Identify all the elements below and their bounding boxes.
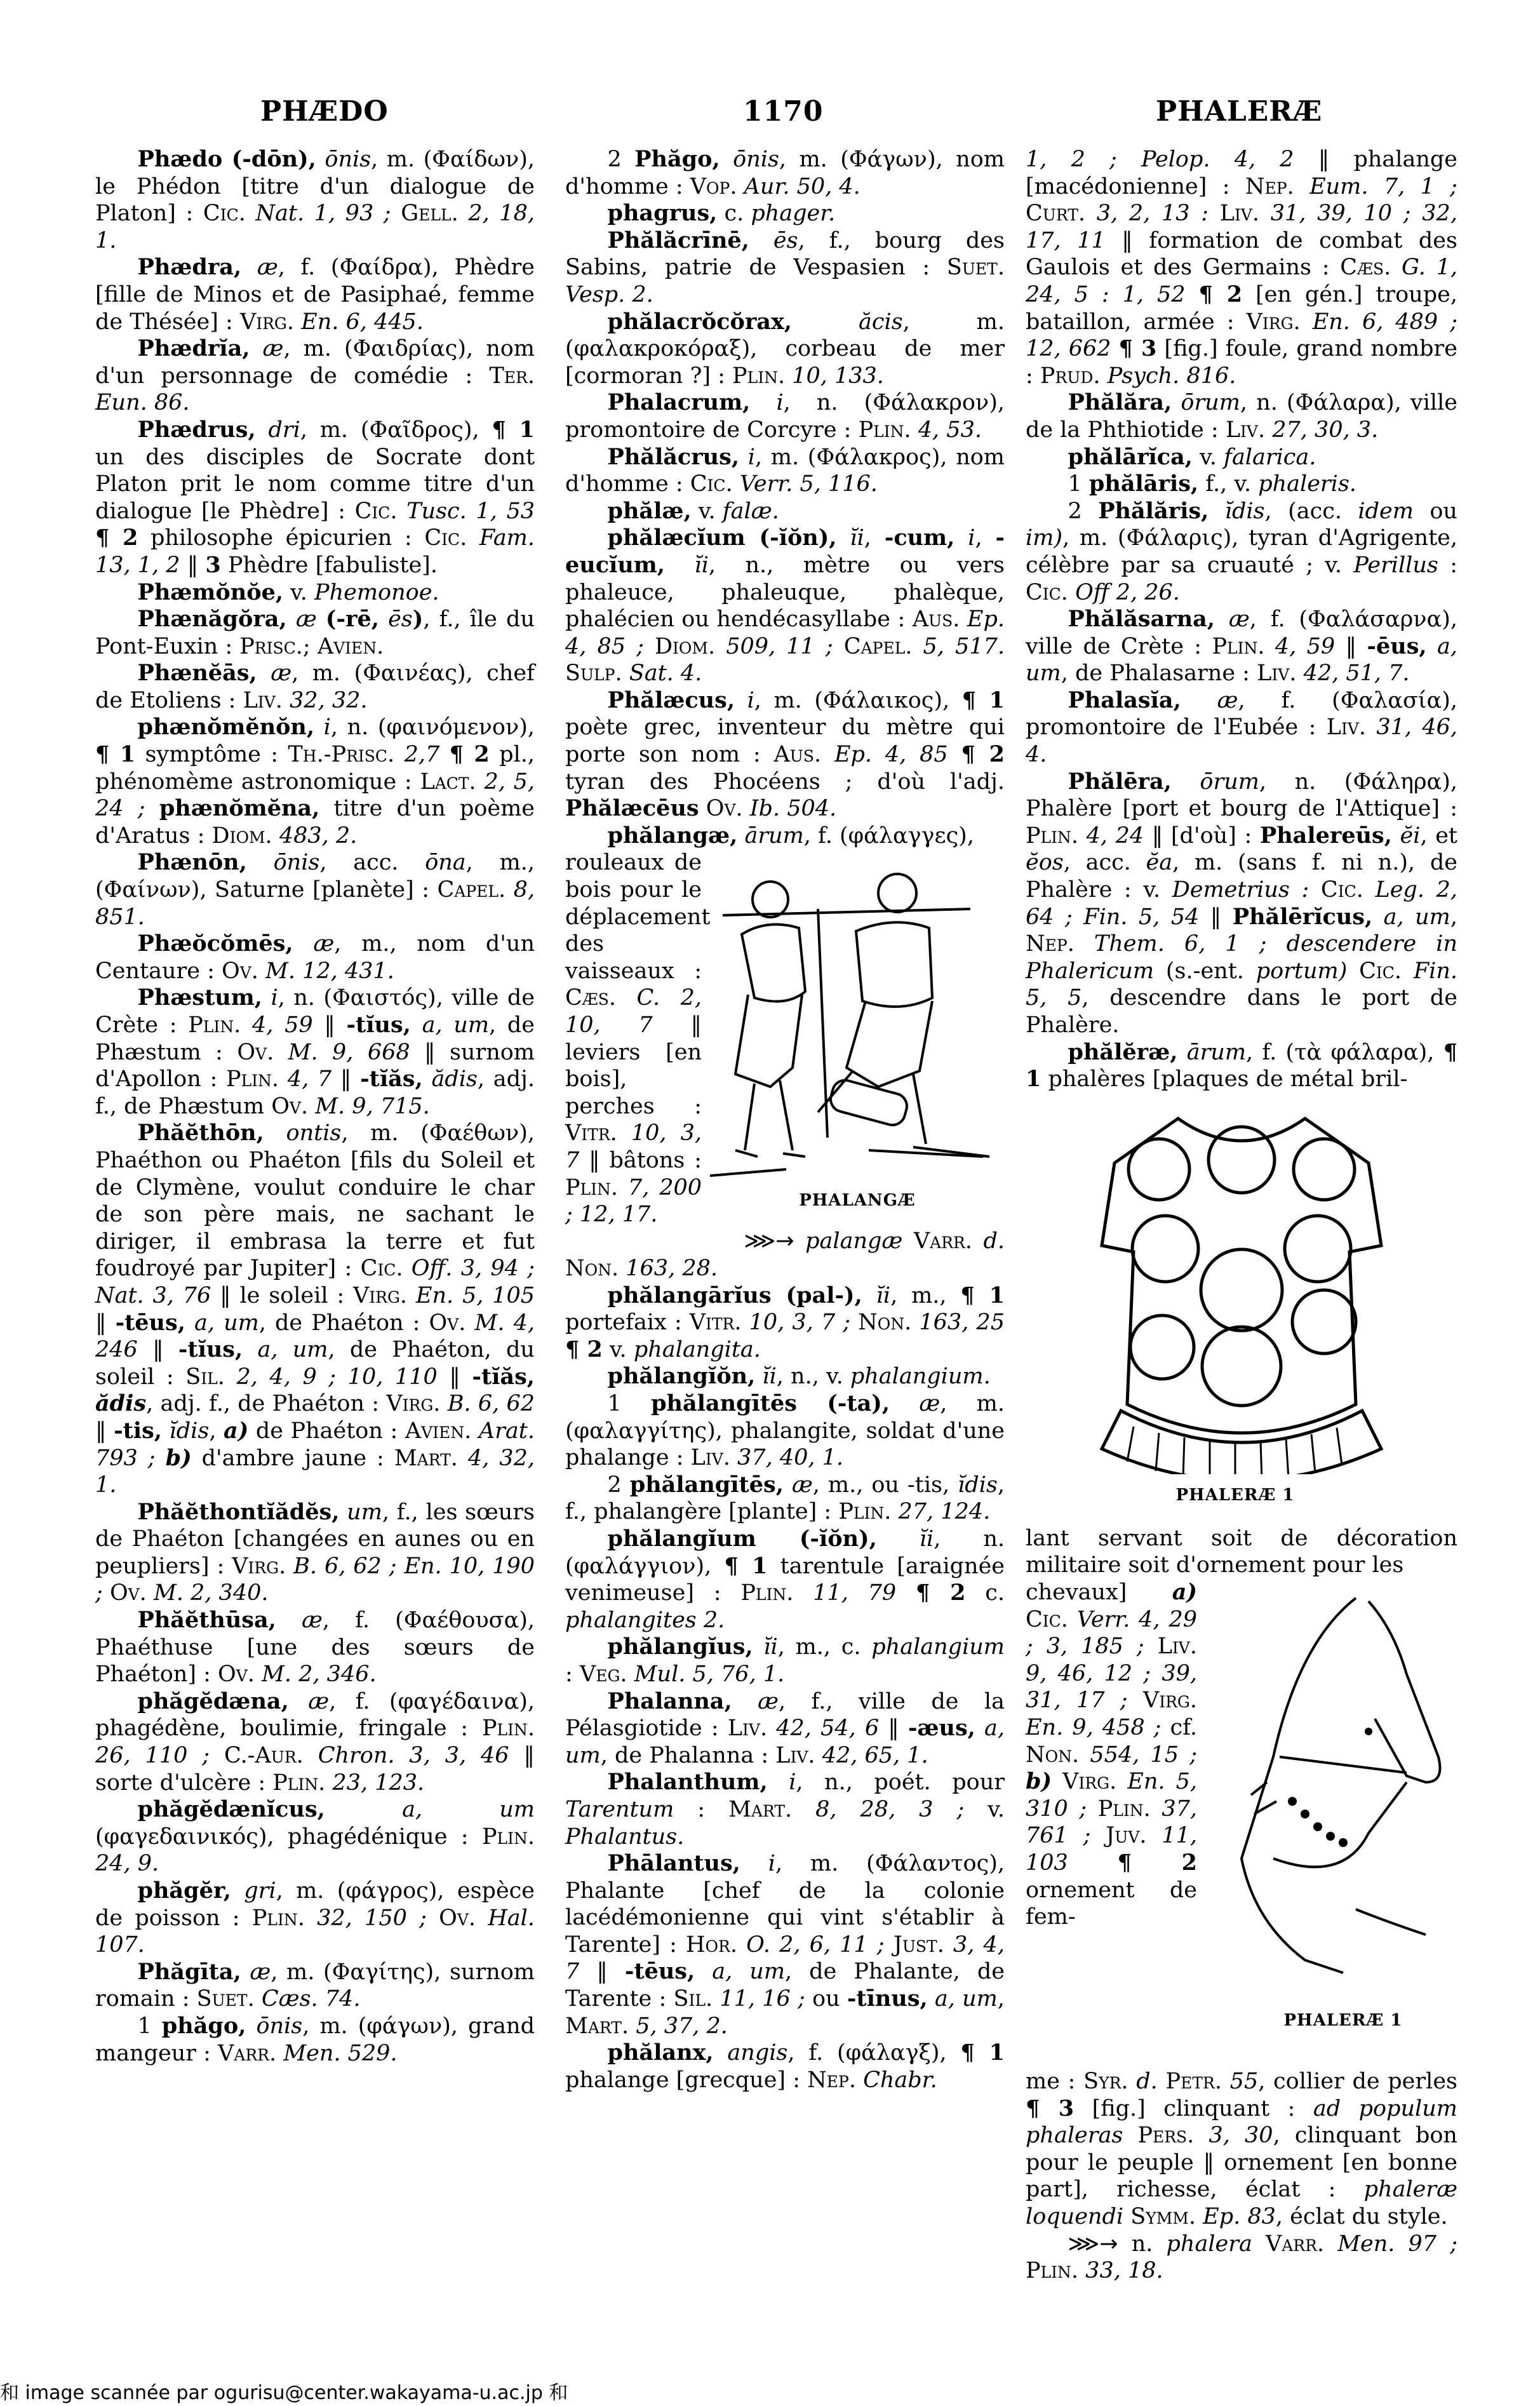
- dictionary-entry: Phædrus, dri, m. (Φαῖδρος), ¶ 1 un des disciples de Socrate dont Platon prit le nom comme titre d'un dialogue [le Phèdre] : Cic. Tusc. 1, 53 ¶ 2 philosophe épicurien : Cic. Fam. 13, 1, 2 ‖ 3 Phèdre [fabuliste].: [95, 416, 535, 578]
- dictionary-entry: phălangæ, ārum, f. (φάλαγγες),: [607, 822, 974, 849]
- dictionary-entry: 2 Phălăris, ĭdis, (acc. idem ou im), m. (Φάλαρις), tyran d'Agrigente, célèbre par sa cruauté ; v. Perillus : Cic. Off 2, 26.: [1026, 497, 1457, 605]
- dictionary-entry: Phænōn, ōnis, acc. ōna, m., (Φαίνων), Saturne [planète] : Capel. 8, 851.: [95, 849, 535, 930]
- dictionary-entry: Phædra, æ, f. (Φαίδρα), Phèdre [fille de Minos et de Pasiphaé, femme de Thésée] : Virg. En. 6, 445.: [95, 254, 535, 335]
- dictionary-entry: 2 Phăgo, ōnis, m. (Φάγων), nom d'homme : Vop. Aur. 50, 4.: [565, 146, 1005, 199]
- phalerae-horse-illustration: [1216, 1592, 1457, 1998]
- phalangae-illustration: [710, 858, 996, 1188]
- dictionary-entry: Phalasĭa, æ, f. (Φαλασία), promontoire de l'Eubée : Liv. 31, 46, 4.: [1026, 687, 1457, 768]
- dictionary-entry: Phălēra, ōrum, n. (Φάληρα), Phalère [port et bourg de l'Attique] : Plin. 4, 24 ‖ [d'où] : Phalereūs, ĕi, et ĕos, acc. ĕa, m. (sans f. ni n.), de Phalère : v. Demetrius : Cic. Leg. 2, 64 ; Fin. 5, 54 ‖ Phălērĭcus, a, um, Nep. Them. 6, 1 ; descendere in Phalericum (s.-ent. portum) Cic. Fin. 5, 5, descendre dans le port de Phalère.: [1026, 768, 1457, 1038]
- dictionary-entry: phăgĕdænĭcus, a, um (φαγεδαινικός), phagédénique : Plin. 24, 9.: [95, 1796, 535, 1877]
- dictionary-entry: phagrus, c. phager.: [607, 200, 836, 227]
- dictionary-entry: Phălăcrīnē, ēs, f., bourg des Sabins, patrie de Vespasien : Suet. Vesp. 2.: [565, 227, 1005, 307]
- dictionary-entry: Phædo (-dōn), ōnis, m. (Φαίδων), le Phédon [titre d'un dialogue de Platon] : Cic. Nat. 1, 93 ; Gell. 2, 18, 1.: [95, 146, 535, 253]
- page-number: 1170: [743, 95, 824, 128]
- dictionary-entry: ⋙→ n. phalera Varr. Men. 97 ; Plin. 33, 18.: [1026, 2231, 1457, 2284]
- phalerae-horse-caption: PHALERÆ 1: [1283, 2010, 1403, 2030]
- dictionary-entry: Phălăcrus, i, m. (Φάλακρος), nom d'homme : Cic. Verr. 5, 116.: [565, 443, 1005, 497]
- dictionary-entry: phăgĕdæna, æ, f. (φαγέδαινα), phagédène, boulimie, fringale : Plin. 26, 110 ; C.-Aur. Chron. 3, 3, 46 ‖ sorte d'ulcère : Plin. 23, 123.: [95, 1688, 535, 1796]
- dictionary-entry: phænŏmĕnŏn, i, n. (φαινόμενον), ¶ 1 symptôme : Th.-Prisc. 2,7 ¶ 2 pl., phénomème astronomique : Lact. 2, 5, 24 ; phænŏmĕna, titre d'un poème d'Aratus : Diom. 483, 2.: [95, 714, 535, 849]
- phalangae-block: [565, 849, 1005, 1228]
- scan-credit-footer: 和 image scannée par ogurisu@center.wakayama-u.ac.jp 和: [0, 2382, 568, 2404]
- dictionary-entry: phălārĭca, v. falarica.: [1068, 443, 1316, 470]
- dictionary-entry: Phalanna, æ, f., ville de la Pélasgiotide : Liv. 42, 54, 6 ‖ -æus, a, um, de Phalanna : Liv. 42, 65, 1.: [565, 1688, 1005, 1768]
- dictionary-entry: Phædrĭa, æ, m. (Φαιδρίας), nom d'un personnage de comédie : Ter. Eun. 86.: [95, 335, 535, 416]
- dictionary-entry: Phalanthum, i, n., poét. pour Tarentum : Mart. 8, 28, 3 ; v. Phalantus.: [565, 1769, 1005, 1850]
- right-guide-word: PHALERÆ: [1156, 95, 1323, 128]
- dictionary-entry: Phăgīta, æ, m. (Φαγίτης), surnom romain : Suet. Cæs. 74.: [95, 1958, 535, 2012]
- dictionary-entry: 1 phălangītēs (-ta), æ, m. (φαλαγγίτης), phalangite, soldat d'une phalange : Liv. 37, 40, 1.: [565, 1390, 1005, 1471]
- middle-entries-top: [565, 146, 1005, 849]
- phalangae-float-text: rouleaux de bois pour le déplacement des vaisseaux : Cæs. C. 2, 10, 7 ‖ leviers [en bois], perches : Vitr. 10, 3, 7 ‖ bâtons : Plin. 7, 200 ; 12, 17.: [565, 850, 711, 1228]
- left-entries: [95, 146, 535, 2067]
- right-entries-top: [1026, 146, 1457, 1093]
- dictionary-entry: phălacrŏcŏrax, ăcis, m. (φαλακροκόραξ), corbeau de mer [cormoran ?] : Plin. 10, 133.: [565, 308, 1005, 389]
- dictionary-entry: 1 phălāris, f., v. phaleris.: [1068, 471, 1356, 497]
- dictionary-entry: Phăĕthōn, ontis, m. (Φαέθων), Phaéthon ou Phaéton [fils du Soleil et de Clymène, voulut conduire le char de son père mais, ne sachant le diriger, il embrasa la terre et fut foudroyé par Jupiter] : Cic. Off. 3, 94 ; Nat. 3, 76 ‖ le soleil : Virg. En. 5, 105 ‖ -tēus, a, um, de Phaéton : Ov. M. 4, 246 ‖ -tĭus, a, um, de Phaéton, du soleil : Sil. 2, 4, 9 ; 10, 110 ‖ -tĭăs, ădis, adj. f., de Phaéton : Virg. B. 6, 62 ‖ -tis, ĭdis, a) de Phaéton : Avien. Arat. 793 ; b) d'ambre jaune : Mart. 4, 32, 1.: [95, 1120, 535, 1498]
- dictionary-entry: Phænăgŏra, æ (-rē, ēs), f., île du Pont-Euxin : Prisc.; Avien.: [95, 606, 535, 659]
- dictionary-entry: Phalacrum, i, n. (Φάλακρον), promontoire de Corcyre : Plin. 4, 53.: [565, 389, 1005, 443]
- dictionary-entry: phălangĭum (-ĭŏn), ĭi, n. (φαλάγγιον), ¶ 1 tarentule [araignée venimeuse] : Plin. 11, 79 ¶ 2 c. phalangites 2.: [565, 1525, 1005, 1633]
- left-guide-word: PHÆDO: [260, 95, 389, 128]
- dictionary-entry: phălĕræ, ārum, f. (τὰ φάλαρα), ¶ 1 phalères [plaques de métal bril-: [1026, 1038, 1457, 1092]
- dictionary-entry: Phæŏcŏmēs, æ, m., nom d'un Centaure : Ov. M. 12, 431.: [95, 931, 535, 984]
- dictionary-entry: 2 phălangītēs, æ, m., ou -tis, ĭdis, f., phalangère [plante] : Plin. 27, 124.: [565, 1471, 1005, 1525]
- dictionary-entry: phălangĭus, ĭi, m., c. phalangium : Veg. Mul. 5, 76, 1.: [565, 1634, 1005, 1687]
- dictionary-entry: phăgĕr, gri, m. (φάγρος), espèce de poisson : Plin. 32, 150 ; Ov. Hal. 107.: [95, 1878, 535, 1958]
- dictionary-entry: me : Syr. d. Petr. 55, collier de perles ¶ 3 [fig.] clinquant : ad populum phaleras Pers. 3, 30, clinquant bon pour le peuple ‖ ornement [en bonne part], richesse, éclat : phaleræ loquendi Symm. Ep. 83, éclat du style.: [1026, 2068, 1457, 2229]
- phalangae-caption: PHALANGÆ: [799, 1191, 916, 1211]
- phalerae-armor-caption: PHALERÆ 1: [1175, 1485, 1295, 1505]
- phalerae-armor-illustration: [1076, 1106, 1407, 1474]
- dictionary-entry: phălanx, angis, f. (φάλαγξ), ¶ 1 phalange [grecque] : Nep. Chabr.: [565, 2040, 1005, 2093]
- dictionary-entry: 1, 2 ; Pelop. 4, 2 ‖ phalange [macédonienne] : Nep. Eum. 7, 1 ; Curt. 3, 2, 13 : Liv. 31, 39, 10 ; 32, 17, 11 ‖ formation de combat des Gaulois et des Germains : Cæs. G. 1, 24, 5 : 1, 52 ¶ 2 [en gén.] troupe, bataillon, armée : Virg. En. 6, 489 ; 12, 662 ¶ 3 [fig.] foule, grand nombre : Prud. Psych. 816.: [1026, 147, 1457, 389]
- right-column: [1026, 146, 1457, 2285]
- middle-column: [565, 146, 1005, 2093]
- dictionary-entry: Phænĕās, æ, m. (Φαινέας), chef de Etoliens : Liv. 32, 32.: [95, 660, 535, 713]
- dictionary-entry: Phālantus, i, m. (Φάλαντος), Phalante [chef de la colonie lacédémonienne qui vint s'établir à Tarente] : Hor. O. 2, 6, 11 ; Just. 3, 4, 7 ‖ -tēus, a, um, de Phalante, de Tarente : Sil. 11, 16 ; ou -tīnus, a, um, Mart. 5, 37, 2.: [565, 1850, 1005, 2039]
- phalerae-horse-float-text: chevaux] a) Cic. Verr. 4, 29 ; 3, 185 ; Liv. 9, 46, 12 ; 39, 31, 17 ; Virg. En. 9, 458 ; cf. Non. 554, 15 ; b) Virg. En. 5, 310 ; Plin. 37, 761 ; Juv. 11, 103 ¶ 2 ornement de fem-: [1026, 1578, 1197, 1930]
- dictionary-entry: Phălæcus, i, m. (Φάλαικος), ¶ 1 poète grec, inventeur du mètre qui porte son nom : Aus. Ep. 4, 85 ¶ 2 tyran des Phocéens ; d'où l'adj. Phălæcēus Ov. Ib. 504.: [565, 687, 1005, 822]
- right-entries-bottom: [1026, 2068, 1457, 2285]
- left-column: [95, 146, 535, 2067]
- dictionary-entry: Phæmŏnŏe, v. Phemonoe.: [137, 579, 439, 605]
- phalerae-armor-figure: [1026, 1093, 1457, 1525]
- dictionary-entry: phălangārĭus (pal-), ĭi, m., ¶ 1 portefaix : Vitr. 10, 3, 7 ; Non. 163, 25 ¶ 2 v. phalangita.: [565, 1282, 1005, 1362]
- dictionary-entry: Phăĕthontĭădĕs, um, f., les sœurs de Phaéton [changées en aunes ou en peupliers] : Virg. B. 6, 62 ; En. 10, 190 ; Ov. M. 2, 340.: [95, 1498, 535, 1606]
- dictionary-entry: ⋙→ palangæ Varr. d. Non. 163, 28.: [565, 1228, 1005, 1282]
- middle-entries-bottom: [565, 1228, 1005, 2093]
- dictionary-entry: Phălăsarna, æ, f. (Φαλάσαρνα), ville de Crète : Plin. 4, 59 ‖ -ēus, a, um, de Phalasarne : Liv. 42, 51, 7.: [1026, 606, 1457, 687]
- dictionary-entry: phălæcĭum (-ĭŏn), ĭi, -cum, i, -eucĭum, ĭi, n., mètre ou vers phaleuce, phaleuque, phalèque, phalécien ou hendécasyllabe : Aus. Ep. 4, 85 ; Diom. 509, 11 ; Capel. 5, 517. Sulp. Sat. 4.: [565, 525, 1005, 687]
- dictionary-entry: Phăĕthūsa, æ, f. (Φαέθουσα), Phaéthuse [une des sœurs de Phaéton] : Ov. M. 2, 346.: [95, 1607, 535, 1688]
- phalerae-horse-block: [1026, 1579, 1457, 2068]
- dictionary-entry: Phălăra, ōrum, n. (Φάλαρα), ville de la Phthiotide : Liv. 27, 30, 3.: [1026, 389, 1457, 443]
- dictionary-entry: phălæ, v. falæ.: [607, 497, 779, 524]
- right-mid-text: lant servant soit de décoration militaire soit d'ornement pour les: [1026, 1525, 1457, 1578]
- dictionary-entry: 1 phăgo, ōnis, m. (φάγων), grand mangeur : Varr. Men. 529.: [95, 2012, 535, 2066]
- dictionary-entry: phălangĭŏn, ĭi, n., v. phalangium.: [607, 1363, 991, 1390]
- dictionary-entry: Phæstum, i, n. (Φαιστός), ville de Crète : Plin. 4, 59 ‖ -tĭus, a, um, de Phæstum : Ov. M. 9, 668 ‖ surnom d'Apollon : Plin. 4, 7 ‖ -tĭăs, ădis, adj. f., de Phæstum Ov. M. 9, 715.: [95, 985, 535, 1119]
